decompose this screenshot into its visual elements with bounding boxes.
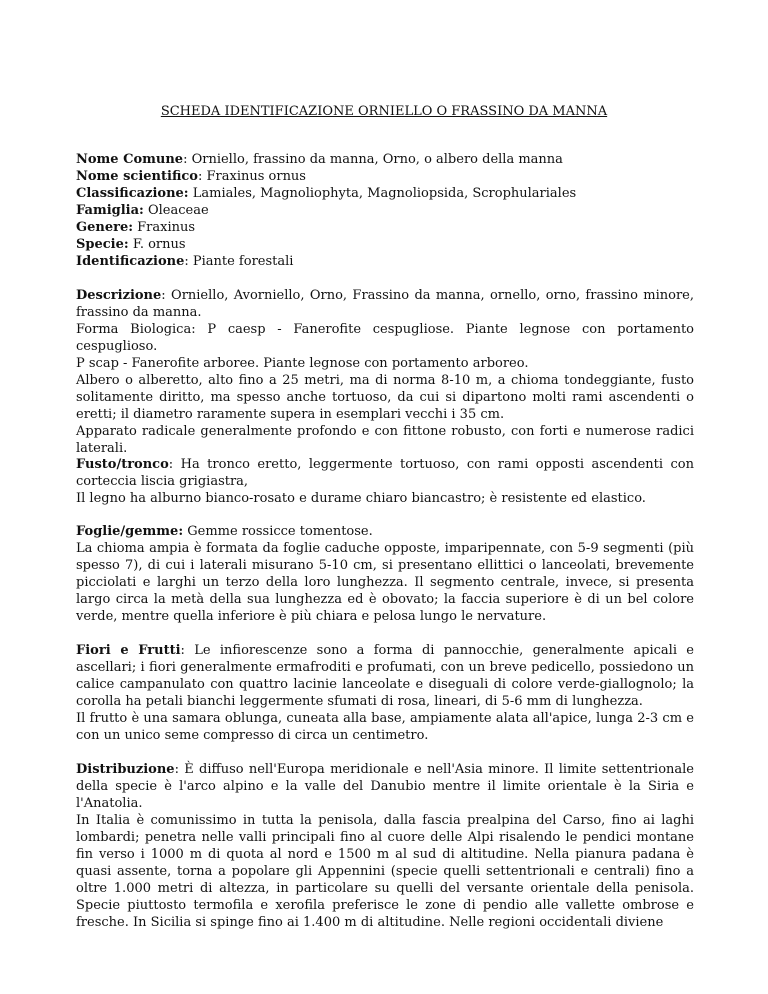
info-genere: Genere: Fraxinus: [76, 220, 196, 235]
info-classificazione: Classificazione: Lamiales, Magnoliophyta, Magnoliopsida, Scrophulariales: [76, 186, 577, 201]
foglie-lead: Gemme rossicce tomentose.: [187, 524, 373, 539]
descrizione-lead: Orniello, Avorniello, Orno, Frassino da manna, ornello, orno, frassino minore, frassino da manna.: [76, 288, 694, 320]
section-descrizione: Descrizione: Orniello, Avorniello, Orno, Frassino da manna, ornello, orno, frassino minore, frassino da manna. Forma Biologica: P caesp - Fanerofite cespugliose. Piante legnose con portamento cespuglioso. P scap - Fanerofite arboree. Piante legnose con portamento arboreo. Albero o alberetto, alto fino a 25 metri, ma di norma 8-10 m, a chioma tondeggiante, fusto solitamente diritto, ma spesso anche tortuoso, da cui si dipartono molti rami ascendenti o eretti; il diametro raramente supera in esemplari vecchi i 35 cm. Apparato radicale generalmente profondo e con fittone robusto, con forti e numerose radici laterali.: [76, 288, 694, 456]
descrizione-line: Albero o alberetto, alto fino a 25 metri, ma di norma 8-10 m, a chioma tondeggiante, fusto solitamente diritto, ma spesso anche tortuoso, da cui si dipartono molti rami ascendenti o eretti; il diametro raramente supera in esemplari vecchi i 35 cm.: [76, 373, 694, 422]
section-label-distribuzione: Distribuzione: [76, 762, 175, 777]
descrizione-line: Apparato radicale generalmente profondo e con fittone robusto, con forti e numerose radici laterali.: [76, 424, 694, 456]
info-specie: Specie: F. ornus: [76, 237, 186, 252]
descrizione-line: P scap - Fanerofite arboree. Piante legnose con portamento arboreo.: [76, 356, 529, 371]
section-fusto: Fusto/tronco: Ha tronco eretto, leggermente tortuoso, con rami opposti ascendenti con corteccia liscia grigiastra, Il legno ha alburno bianco-rosato e durame chiaro biancastro; è resistente ed elastico.: [76, 457, 694, 506]
distribuzione-line: In Italia è comunissimo in tutta la penisola, dalla fascia prealpina del Carso, fino ai laghi lombardi; penetra nelle valli principali fino al cuore delle Alpi risalendo le pendici montane fin verso i 1000 m di quota al nord e 1500 m al sud di altitudine. Nella pianura padana è quasi assente, torna a popolare gli Appennini (specie quelli settentrionali e centrali) fino a oltre 1.000 metri di altezza, in particolare su quelli del versante orientale della penisola. Specie piuttosto termofila e xerofila preferisce le zone di pendio alle vallette ombrose e fresche. In Sicilia si spinge fino ai 1.400 m di altitudine. Nelle regioni occidentali diviene: [76, 813, 694, 930]
fusto-lead: Ha tronco eretto, leggermente tortuoso, con rami opposti ascendenti con corteccia liscia grigiastra,: [76, 457, 694, 489]
distribuzione-lead: È diffuso nell'Europa meridionale e nell'Asia minore. Il limite settentrionale della specie è l'arco alpino e la valle del Danubio mentre il limite orientale è la Siria e l'Anatolia.: [76, 762, 694, 811]
fiori-line: Il frutto è una samara oblunga, cuneata alla base, ampiamente alata all'apice, lunga 2-3 cm e con un unico seme compresso di circa un centimetro.: [76, 711, 694, 743]
section-fiori: Fiori e Frutti: Le infiorescenze sono a forma di pannocchie, generalmente apicali e ascellari; i fiori generalmente ermafroditi e profumati, con un breve pedicello, possiedono un calice campanulato con quattro lacinie lanceolate e diseguali di colore verde-giallognolo; la corolla ha petali bianchi leggermente sfumati di rosa, lineari, di 5-6 mm di lunghezza. Il frutto è una samara oblunga, cuneata alla base, ampiamente alata all'apice, lunga 2-3 cm e con un unico seme compresso di circa un centimetro.: [76, 643, 694, 743]
section-label-foglie: Foglie/gemme:: [76, 524, 184, 539]
info-nome-comune: Nome Comune: Orniello, frassino da manna, Orno, o albero della manna: [76, 152, 563, 167]
fusto-line: Il legno ha alburno bianco-rosato e durame chiaro biancastro; è resistente ed elastico.: [76, 491, 646, 506]
document-title: SCHEDA IDENTIFICAZIONE ORNIELLO O FRASSINO DA MANNA: [160, 104, 608, 119]
section-label-fusto: Fusto/tronco: [76, 457, 169, 472]
info-identificazione: Identificazione: Piante forestali: [76, 254, 294, 269]
fiori-lead: Le infiorescenze sono a forma di pannocchie, generalmente apicali e ascellari; i fiori generalmente ermafroditi e profumati, con un breve pedicello, possiedono un calice campanulato con quattro lacinie lanceolate e diseguali di colore verde-giallognolo; la corolla ha petali bianchi leggermente sfumati di rosa, lineari, di 5-6 mm di lunghezza.: [76, 643, 694, 709]
foglie-line: La chioma ampia è formata da foglie caduche opposte, imparipennate, con 5-9 segmenti (più spesso 7), di cui i laterali misurano 5-10 cm, si presentano ellittici o lanceolati, brevemente picciolati e larghi un terzo della loro lunghezza. Il segmento centrale, invece, si presenta largo circa la metà della sua lunghezza ed è obovato; la faccia superiore è di un bel colore verde, mentre quella inferiore è più chiara e pelosa lungo le nervature.: [76, 541, 694, 624]
descrizione-line: Forma Biologica: P caesp - Fanerofite cespugliose. Piante legnose con portamento cespuglioso.: [76, 322, 694, 354]
section-distribuzione: Distribuzione: È diffuso nell'Europa meridionale e nell'Asia minore. Il limite settentrionale della specie è l'arco alpino e la valle del Danubio mentre il limite orientale è la Siria e l'Anatolia. In Italia è comunissimo in tutta la penisola, dalla fascia prealpina del Carso, fino ai laghi lombardi; penetra nelle valli principali fino al cuore delle Alpi risalendo le pendici montane fin verso i 1000 m di quota al nord e 1500 m al sud di altitudine. Nella pianura padana è quasi assente, torna a popolare gli Appennini (specie quelli settentrionali e centrali) fino a oltre 1.000 metri di altezza, in particolare su quelli del versante orientale della penisola. Specie piuttosto termofila e xerofila preferisce le zone di pendio alle vallette ombrose e fresche. In Sicilia si spinge fino ai 1.400 m di altitudine. Nelle regioni occidentali diviene: [76, 762, 694, 930]
info-nome-scientifico: Nome scientifico: Fraxinus ornus: [76, 169, 306, 184]
section-foglie: [76, 523, 694, 625]
info-list: [76, 151, 694, 270]
info-famiglia: Famiglia: Oleaceae: [76, 203, 209, 218]
section-label-fiori: Fiori e Frutti: [76, 643, 181, 658]
section-label-descrizione: Descrizione: [76, 288, 162, 303]
